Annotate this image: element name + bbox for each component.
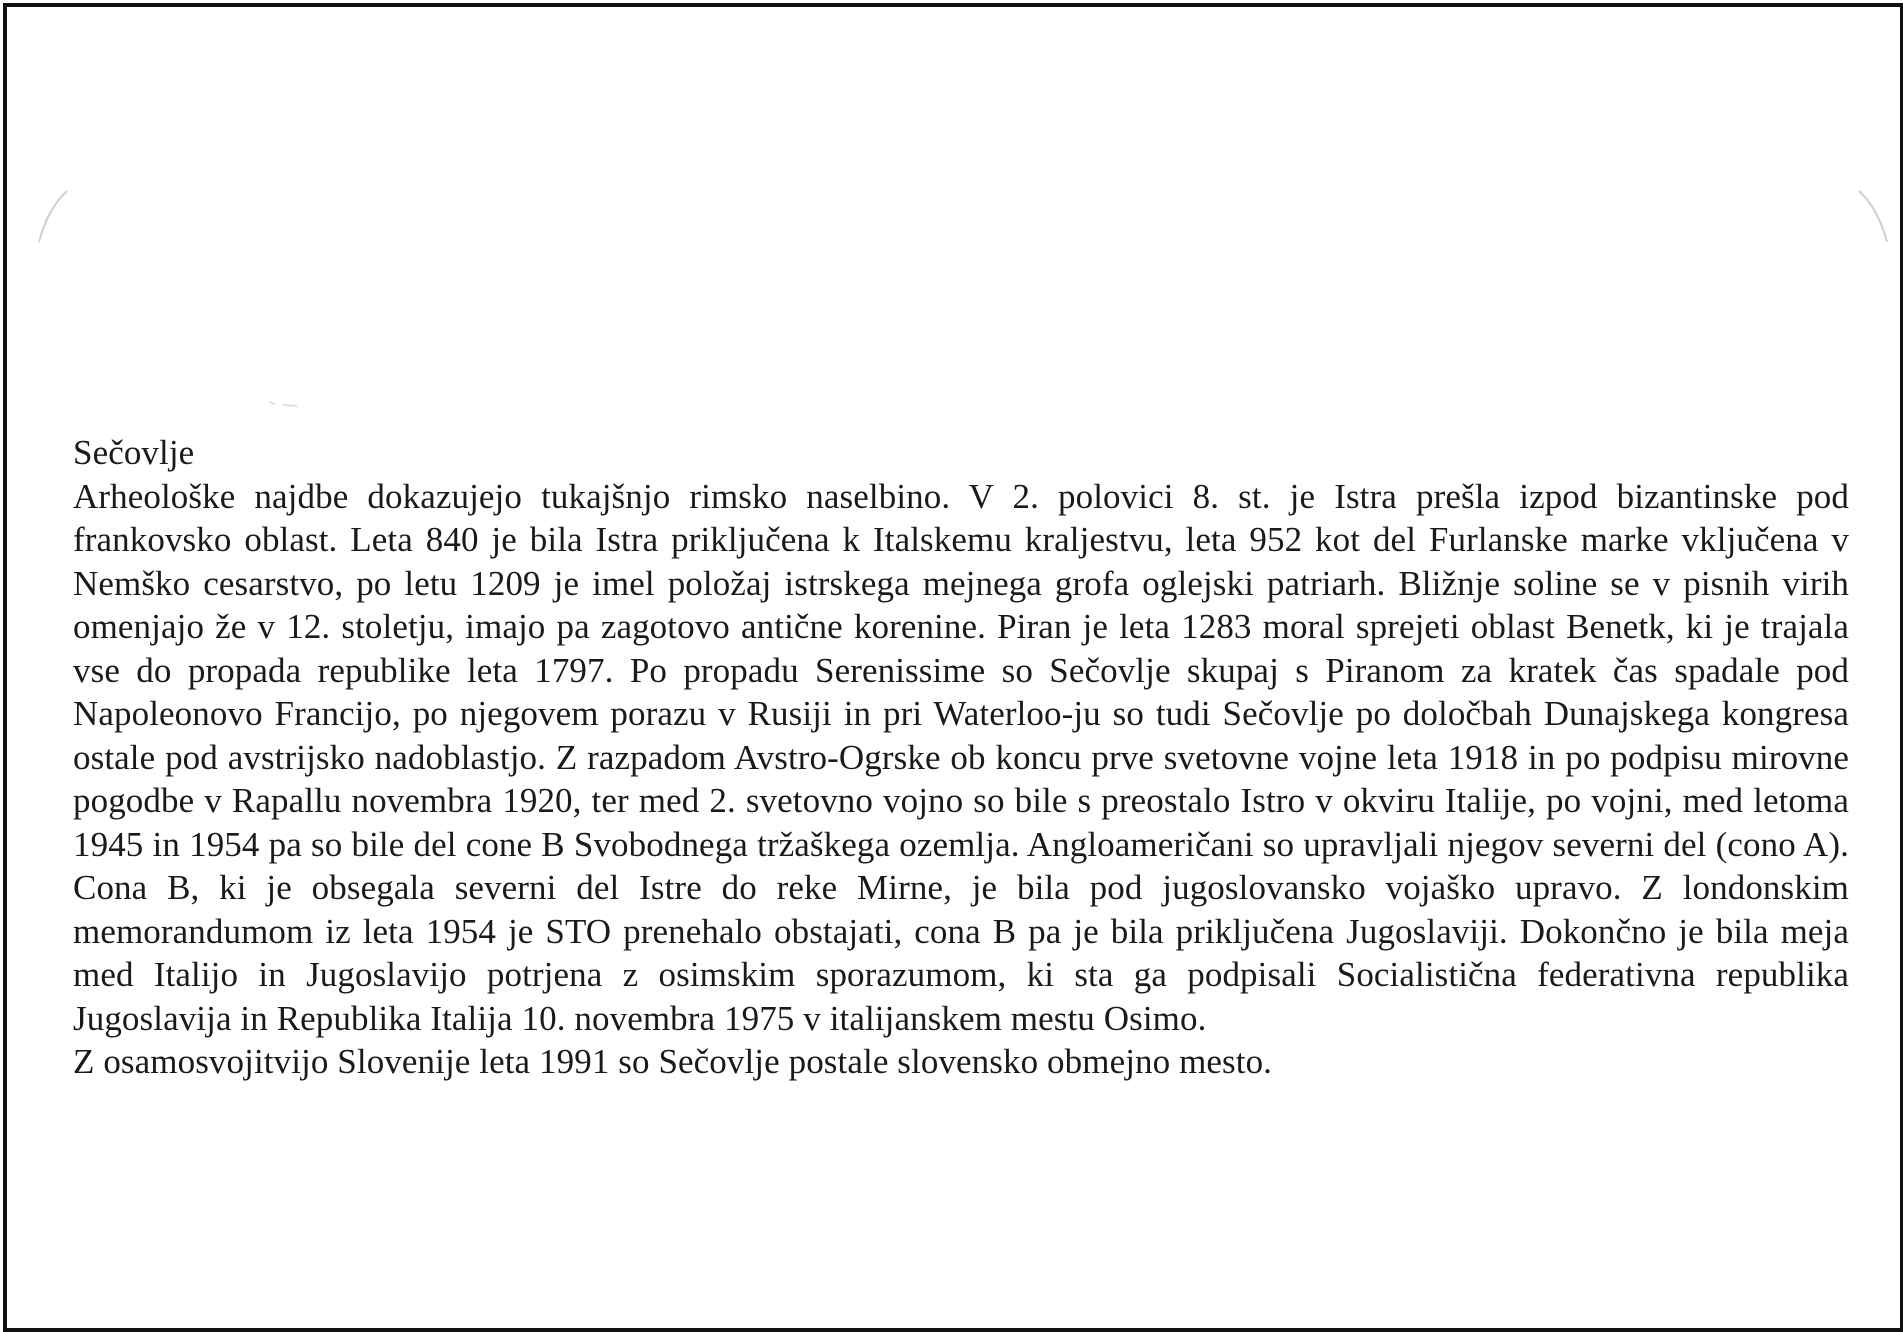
closing-paragraph: Z osamosvojitvijo Slovenije leta 1991 so Sečovlje postale slovensko obmejno mesto. xyxy=(73,1042,1273,1081)
document-title: Sečovlje xyxy=(73,433,195,472)
page-border xyxy=(3,3,1903,1332)
document-body xyxy=(73,431,1849,1084)
history-paragraph: Arheološke najdbe dokazujejo tukajšnjo rimsko naselbino. V 2. polovici 8. st. je Istra prešla izpod bizantinske pod frankovsko oblast. Leta 840 je bila Istra priključena k Italskemu kraljestvu, leta 952 kot del Furlanske marke vključena v Nemško cesarstvo, po letu 1209 je imel položaj istrskega mejnega grofa oglejski patriarh. Bližnje soline se v pisnih virih omenjajo že v 12. stoletju, imajo pa zagotovo antične korenine. Piran je leta 1283 moral sprejeti oblast Benetk, ki je trajala vse do propada republike leta 1797. Po propadu Serenissime so Sečovlje skupaj s Piranom za kratek čas spadale pod Napoleonovo Francijo, po njegovem porazu v Rusiji in pri Waterloo-ju so tudi Sečovlje po določbah Dunajskega kongresa ostale pod avstrijsko nadoblastjo. Z razpadom Avstro-Ogrske ob koncu prve svetovne vojne leta 1918 in po podpisu mirovne pogodbe v Rapallu novembra 1920, ter med 2. svetovno vojno so bile s preostalo Istro v okviru Italije, po vojni, med letoma 1945 in 1954 pa so bile del cone B Svobodnega tržaškega ozemlja. Angloameričani so upravljali njegov severni del (cono A). Cona B, ki je obsegala severni del Istre do reke Mirne, je bila pod jugoslovansko vojaško upravo. Z londonskim memorandumom iz leta 1954 je STO prenehalo obstajati, cona B pa je bila priključena Jugoslaviji. Dokončno je bila meja med Italijo in Jugoslavijo potrjena z osimskim sporazumom, ki sta ga podpisali Socialistična federativna republika Jugoslavija in Republika Italija 10. novembra 1975 v italijanskem mestu Osimo. xyxy=(73,476,1849,1038)
